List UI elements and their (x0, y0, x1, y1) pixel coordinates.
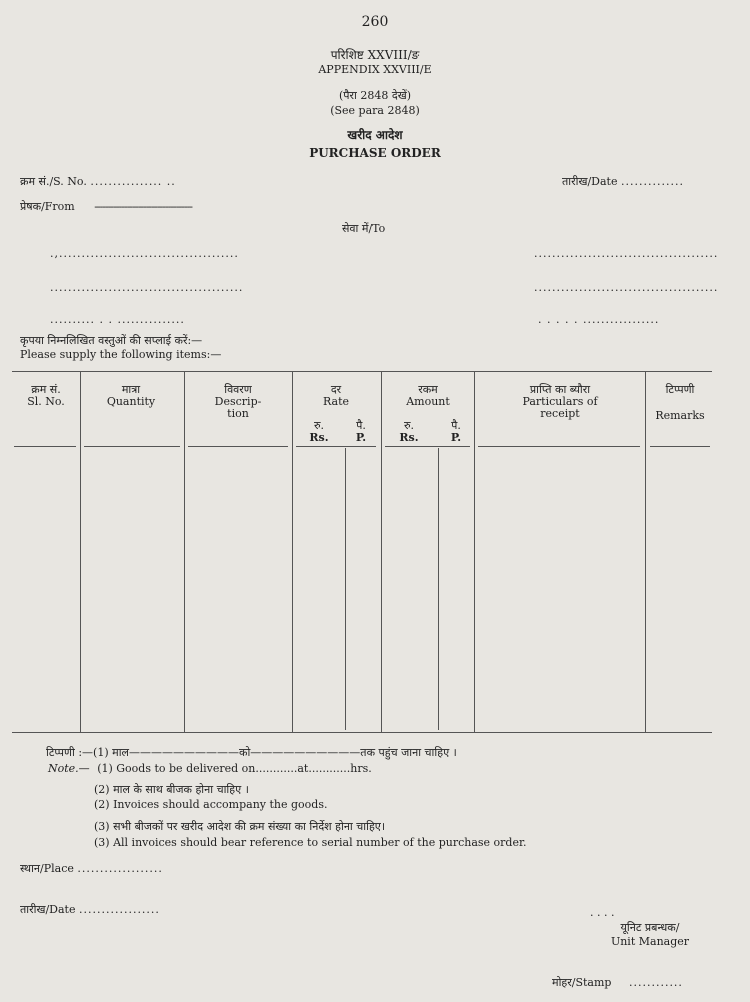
col-description-english-1: Descrip- (214, 395, 262, 408)
col-amount-english: Amount (406, 395, 450, 408)
date-blank: .............. (620, 175, 684, 188)
note-hindi-3: (3) सभी बीजकों पर खरीद आदेश की क्रम संख्या का निर्देश होना चाहिए। (94, 820, 386, 833)
header-rule (385, 446, 470, 447)
amount-subdivider (438, 448, 439, 730)
address-right-line-2: ......................................... (534, 281, 719, 294)
stamp-field (552, 975, 683, 990)
serial-number-label: क्रम सं./S. No. (20, 175, 87, 188)
date-label: तारीख/Date (562, 175, 618, 188)
unit-manager-english: Unit Manager (610, 935, 690, 948)
column-divider (474, 371, 475, 732)
address-right-line-1: ......................................... (534, 247, 719, 260)
supply-english: Please supply the following items:— (20, 348, 222, 361)
amount-rs-hindi: रु. (403, 419, 415, 432)
col-description-hindi: विवरण (224, 383, 252, 396)
address-left-line-2: ........................................... (50, 281, 244, 294)
column-divider (645, 371, 646, 732)
amount-rs-subheader (394, 420, 424, 444)
rate-rs-subheader (304, 420, 334, 444)
column-divider (184, 371, 185, 732)
col-sno-header (18, 384, 74, 408)
address-left-line-3: .......... . . ............... (50, 313, 185, 326)
appendix-hindi: परिशिष्ट XXVIII/ङ (330, 48, 420, 62)
col-remarks-english: Remarks (655, 409, 705, 422)
note-english-3: (3) All invoices should bear reference to serial number of the purchase order. (94, 836, 527, 849)
col-remarks-hindi: टिप्पणी (665, 383, 695, 396)
date2-label: तारीख/Date (20, 903, 76, 916)
note-english-2: (2) Invoices should accompany the goods. (94, 798, 328, 811)
amount-p-subheader (442, 420, 470, 444)
header-rule (188, 446, 288, 447)
rate-p-subheader (348, 420, 374, 444)
table-bottom-rule (12, 732, 712, 733)
rate-p-english: P. (355, 431, 367, 444)
col-quantity-hindi: मात्रा (121, 383, 141, 396)
place-field (20, 861, 163, 876)
col-sno-english: Sl. No. (27, 395, 65, 408)
col-rate-hindi: दर (330, 383, 342, 396)
rate-rs-hindi: रु. (313, 419, 325, 432)
col-amount-header (386, 384, 470, 408)
page-number: 260 (361, 14, 389, 30)
column-divider (381, 371, 382, 732)
header-rule (478, 446, 640, 447)
stamp-blank: ............ (628, 976, 683, 989)
note-english-1 (48, 762, 372, 775)
rate-subdivider (345, 448, 346, 730)
header-rule (296, 446, 376, 447)
col-remarks-header (650, 384, 710, 422)
place-blank: ................... (77, 862, 163, 875)
serial-number-blank: ................ .. (90, 175, 176, 188)
header-rule (650, 446, 710, 447)
col-amount-hindi: रकम (418, 383, 438, 396)
note-hindi-1: टिप्पणी :—(1) माल——————————को——————————तक पहुंच जाना चाहिए । (46, 746, 457, 759)
col-rate-header (296, 384, 376, 408)
column-divider (80, 371, 81, 732)
unit-manager-hindi: यूनिट प्रबन्धक/ (620, 921, 680, 934)
header-rule (84, 446, 180, 447)
address-left-line-1: .,........................................ (50, 247, 239, 260)
col-rate-english: Rate (322, 395, 350, 408)
address-right-line-3: . . . . . ................. (538, 313, 660, 326)
para-hindi: (पैरा 2848 देखें) (338, 89, 411, 102)
amount-p-english: P. (450, 431, 462, 444)
supply-hindi: कृपया निम्नलिखित वस्तुओं की सप्लाई करें:— (20, 334, 203, 347)
note-english-1-text: (1) Goods to be delivered on............at............hrs. (97, 762, 372, 775)
col-particulars-english-2: receipt (540, 407, 580, 420)
para-english: (See para 2848) (330, 104, 420, 117)
col-quantity-english: Quantity (106, 395, 156, 408)
date2-field (20, 902, 160, 917)
from-label: प्रेषक/From (20, 200, 75, 213)
amount-p-hindi: पै. (451, 419, 461, 432)
amount-rs-english: Rs. (399, 431, 419, 444)
stamp-label: मोहर/Stamp (552, 976, 612, 989)
col-sno-hindi: क्रम सं. (31, 383, 61, 396)
column-divider (292, 371, 293, 732)
date2-blank: .................. (78, 903, 160, 916)
header-rule (14, 446, 76, 447)
col-description-english-2: tion (227, 407, 249, 420)
rate-rs-english: Rs. (309, 431, 329, 444)
note-label: Note.— (48, 762, 90, 775)
place-label: स्थान/Place (20, 862, 74, 875)
col-particulars-header (480, 384, 640, 420)
appendix-english: APPENDIX XXVIII/E (318, 63, 432, 76)
to-label: सेवा में/To (342, 222, 386, 235)
col-particulars-english-1: Particulars of (522, 395, 598, 408)
note-hindi-2: (2) माल के साथ बीजक होना चाहिए । (94, 783, 249, 796)
page-title: PURCHASE ORDER (309, 146, 441, 160)
date-field (562, 174, 684, 189)
rate-p-hindi: पै. (356, 419, 366, 432)
signature-blank: . . . . (590, 906, 615, 919)
table-top-rule (12, 371, 712, 372)
col-description-header (190, 384, 286, 420)
title-hindi: खरीद आदेश (347, 128, 403, 142)
from-field (20, 199, 192, 214)
col-particulars-hindi: प्राप्ति का ब्यौरा (529, 383, 591, 396)
col-quantity-header (86, 384, 176, 408)
serial-number-field (20, 174, 176, 189)
from-blank: ------------------------------------ (94, 200, 193, 213)
